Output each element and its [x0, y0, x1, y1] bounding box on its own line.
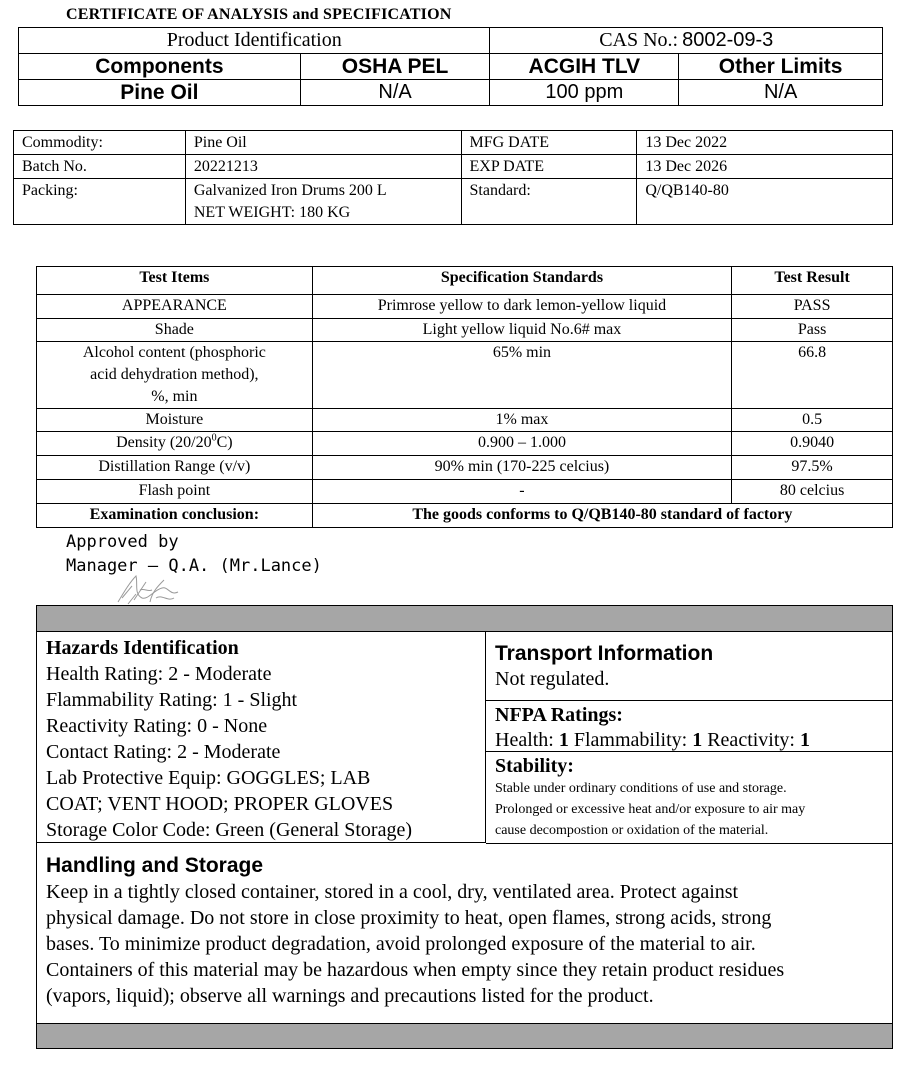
- test-item: Moisture: [37, 409, 313, 432]
- test-result: PASS: [732, 295, 893, 319]
- header-osha-pel: OSHA PEL: [300, 54, 490, 80]
- test-item-line: %, min: [151, 388, 198, 405]
- test-spec: 65% min: [312, 342, 731, 409]
- table-row: [37, 456, 893, 480]
- standard-value: Q/QB140-80: [637, 179, 893, 225]
- header-specification-standards: Specification Standards: [312, 267, 731, 295]
- header-other-limits: Other Limits: [679, 54, 883, 80]
- nfpa-flammability-label: Flammability:: [573, 729, 688, 751]
- test-result: 0.5: [732, 409, 893, 432]
- test-item: APPEARANCE: [37, 295, 313, 319]
- mfg-date-value: 13 Dec 2022: [637, 131, 893, 155]
- test-result: 66.8: [732, 342, 893, 409]
- component-name: Pine Oil: [19, 80, 301, 106]
- handling-line: (vapors, liquid); observe all warnings and precautions listed for the product.: [46, 985, 654, 1007]
- hazard-line: Storage Color Code: Green (General Storage): [46, 819, 412, 841]
- bottom-shaded-bar: [37, 1023, 892, 1048]
- test-results-table: [36, 266, 893, 528]
- safety-information-box: [36, 605, 893, 1049]
- product-identification-label: Product Identification: [19, 28, 490, 54]
- header-components: Components: [19, 54, 301, 80]
- commodity-value: Pine Oil: [185, 131, 461, 155]
- acgih-tlv-value: 100 ppm: [490, 80, 679, 106]
- cas-value: 8002-09-3: [682, 29, 774, 51]
- test-item-line: Alcohol content (phosphoric: [82, 344, 266, 361]
- test-spec: 90% min (170-225 celcius): [312, 456, 731, 480]
- approval-block: [66, 530, 322, 578]
- handling-storage-section: [37, 843, 892, 1024]
- hazards-heading: Hazards Identification: [46, 637, 239, 659]
- exp-date-label: EXP DATE: [461, 155, 637, 179]
- handling-line: bases. To minimize product degradation, avoid prolonged exposure of the material to air.: [46, 933, 756, 955]
- nfpa-ratings-line: [495, 728, 883, 753]
- density-prefix: Density (20/20: [116, 434, 212, 451]
- test-result: 0.9040: [732, 432, 893, 456]
- batch-value: 20221213: [185, 155, 461, 179]
- density-superscript: 0: [211, 432, 217, 444]
- test-item: [37, 342, 313, 409]
- cas-label: CAS No.:: [599, 29, 679, 51]
- packing-line-2: NET WEIGHT: 180 KG: [193, 204, 351, 221]
- table-row: [37, 480, 893, 504]
- transport-information-section: [486, 631, 892, 701]
- transport-heading: Transport Information: [495, 642, 714, 665]
- examination-conclusion-value: The goods conforms to Q/QB140-80 standard of factory: [312, 504, 892, 528]
- nfpa-health-label: Health:: [495, 729, 554, 751]
- nfpa-flammability-value: 1: [692, 729, 703, 751]
- commodity-label: Commodity:: [14, 131, 186, 155]
- exp-date-value: 13 Dec 2026: [637, 155, 893, 179]
- test-item: Distillation Range (v/v): [37, 456, 313, 480]
- hazard-line: Contact Rating: 2 - Moderate: [46, 741, 281, 763]
- table-row: [37, 432, 893, 456]
- stability-section: [486, 752, 892, 843]
- packing-line-1: Galvanized Iron Drums 200 L: [193, 182, 387, 199]
- hazard-line: Lab Protective Equip: GOGGLES; LAB: [46, 767, 371, 789]
- handling-heading: Handling and Storage: [46, 854, 264, 877]
- handling-line: Containers of this material may be hazardous when empty since they retain product residues: [46, 959, 785, 981]
- header-test-items: Test Items: [37, 267, 313, 295]
- table-row: [37, 295, 893, 319]
- handling-line: physical damage. Do not store in close proximity to heat, open flames, strong acids, strong: [46, 907, 772, 929]
- stability-line: cause decompostion or oxidation of the material.: [495, 823, 769, 838]
- approver-name: Manager – Q.A. (Mr.Lance): [66, 556, 322, 576]
- density-suffix: C): [216, 434, 233, 451]
- handling-line: Keep in a tightly closed container, stored in a cool, dry, ventilated area. Protect against: [46, 881, 739, 903]
- test-spec: Primrose yellow to dark lemon-yellow liquid: [312, 295, 731, 319]
- nfpa-reactivity-value: 1: [799, 729, 810, 751]
- hazard-line: Reactivity Rating: 0 - None: [46, 715, 268, 737]
- test-spec: 0.900 – 1.000: [312, 432, 731, 456]
- table-row: [37, 342, 893, 409]
- test-item: Flash point: [37, 480, 313, 504]
- packing-label: Packing:: [14, 179, 186, 225]
- signature-mark: [112, 572, 190, 606]
- table-row: [37, 409, 893, 432]
- batch-label: Batch No.: [14, 155, 186, 179]
- nfpa-health-value: 1: [558, 729, 569, 751]
- test-result: 97.5%: [732, 456, 893, 480]
- test-item: [37, 432, 313, 456]
- table-row: [37, 319, 893, 342]
- header-acgih-tlv: ACGIH TLV: [490, 54, 679, 80]
- test-spec: -: [312, 480, 731, 504]
- examination-conclusion-label: Examination conclusion:: [37, 504, 313, 528]
- product-identification-table: [18, 27, 883, 106]
- document-title: CERTIFICATE OF ANALYSIS and SPECIFICATION: [66, 6, 452, 23]
- other-limits-value: N/A: [679, 80, 883, 106]
- stability-heading: Stability:: [495, 755, 574, 777]
- hazard-line: COAT; VENT HOOD; PROPER GLOVES: [46, 793, 394, 815]
- stability-line: Stable under ordinary conditions of use and storage.: [495, 781, 787, 796]
- hazards-identification-section: [37, 631, 486, 843]
- nfpa-ratings-section: [486, 701, 892, 752]
- test-result: Pass: [732, 319, 893, 342]
- commodity-info-table: [13, 130, 893, 225]
- transport-value: Not regulated.: [495, 668, 610, 690]
- mfg-date-label: MFG DATE: [461, 131, 637, 155]
- cas-number-cell: [490, 28, 883, 54]
- top-shaded-bar: [37, 606, 892, 632]
- right-column: [486, 631, 892, 844]
- test-spec: 1% max: [312, 409, 731, 432]
- nfpa-heading: NFPA Ratings:: [495, 704, 623, 726]
- test-item-line: acid dehydration method),: [90, 366, 259, 383]
- test-item: Shade: [37, 319, 313, 342]
- hazard-line: Flammability Rating: 1 - Slight: [46, 689, 298, 711]
- test-spec: Light yellow liquid No.6# max: [312, 319, 731, 342]
- approved-by-label: Approved by: [66, 532, 179, 552]
- hazard-line: Health Rating: 2 - Moderate: [46, 663, 272, 685]
- osha-pel-value: N/A: [300, 80, 490, 106]
- nfpa-reactivity-label: Reactivity:: [707, 729, 795, 751]
- stability-line: Prolonged or excessive heat and/or exposure to air may: [495, 802, 806, 817]
- standard-label: Standard:: [461, 179, 637, 225]
- header-test-result: Test Result: [732, 267, 893, 295]
- packing-value: [185, 179, 461, 225]
- test-result: 80 celcius: [732, 480, 893, 504]
